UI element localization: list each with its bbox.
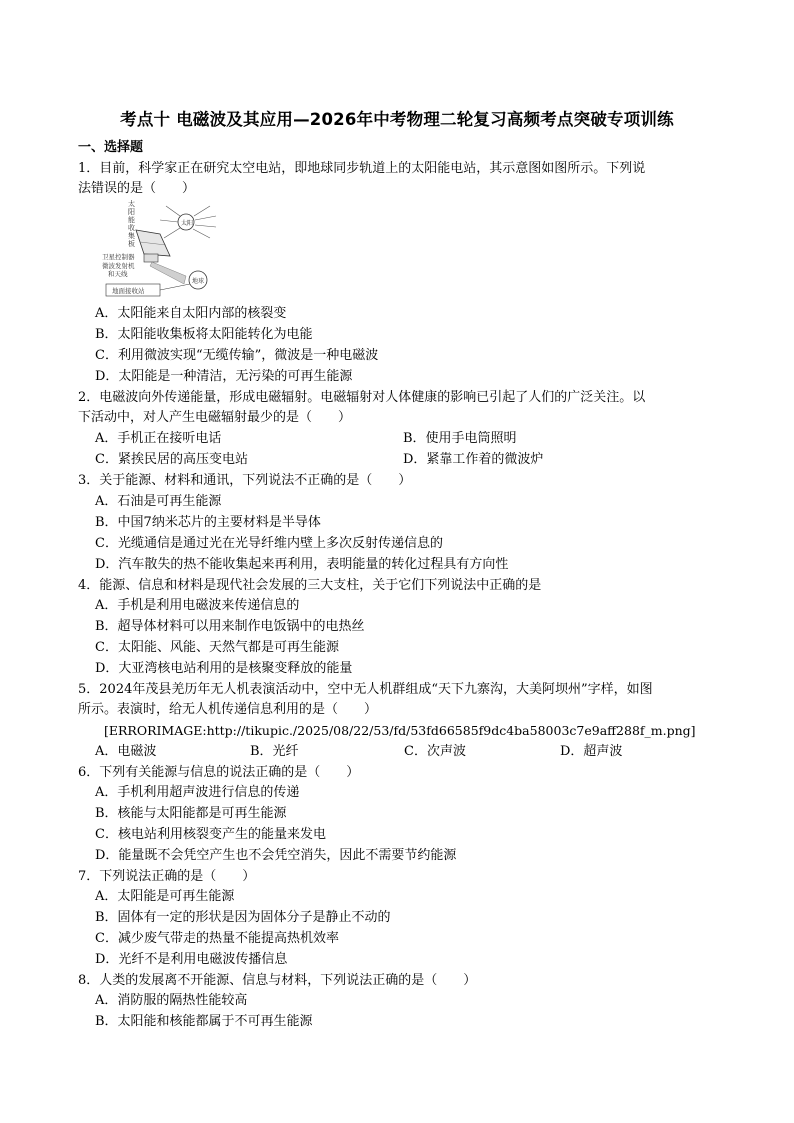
- question-3-stem: 3．关于能源、材料和通讯，下列说法不正确的是（ ）: [78, 473, 412, 488]
- question-1-stem-cont: 法错误的是（ ）: [78, 181, 196, 196]
- question-2-option-d[interactable]: D．紧靠工作着的微波炉: [403, 452, 544, 467]
- satellite-controller-icon: [144, 254, 158, 262]
- question-3-option-b[interactable]: B．中国7纳米芯片的主要材料是半导体: [95, 515, 321, 530]
- question-5-option-c[interactable]: C．次声波: [404, 744, 466, 759]
- question-2-option-a[interactable]: A．手机正在接听电话: [95, 431, 222, 446]
- question-5-option-d[interactable]: D．超声波: [560, 744, 623, 759]
- figure-label-collector-2: 阳: [128, 208, 135, 216]
- question-2-option-c[interactable]: C．紧挨民居的高压变电站: [95, 452, 248, 467]
- question-1-option-d[interactable]: D．太阳能是一种清洁，无污染的可再生能源: [95, 369, 353, 384]
- question-7-option-a[interactable]: A．太阳能是可再生能源: [95, 889, 235, 904]
- question-5-stem-cont: 所示。表演时，给无人机传递信息利用的是（ ）: [78, 702, 378, 717]
- question-4-option-a[interactable]: A．手机是利用电磁波来传递信息的: [95, 598, 300, 613]
- figure-label-collector-1: 太: [128, 200, 135, 208]
- question-1-option-b[interactable]: B．太阳能收集板将太阳能转化为电能: [95, 327, 313, 342]
- question-8-option-b[interactable]: B．太阳能和核能都属于不可再生能源: [95, 1014, 313, 1029]
- figure-label-earth: 地球: [192, 278, 205, 285]
- question-7-option-d[interactable]: D．光纤不是利用电磁波传播信息: [95, 952, 288, 967]
- figure-label-controller: 卫星控制器: [102, 253, 135, 261]
- question-6-option-b[interactable]: B．核能与太阳能都是可再生能源: [95, 806, 287, 821]
- page-title: 考点十 电磁波及其应用—2026年中考物理二轮复习高频考点突破专项训练: [120, 110, 674, 129]
- question-2-stem: 2．电磁波向外传递能量，形成电磁辐射。电磁辐射对人体健康的影响已引起了人们的广泛关注。以: [78, 390, 646, 405]
- figure-label-collector-5: 集: [128, 232, 135, 240]
- section-heading: 一、选择题: [78, 140, 144, 155]
- figure-label-collector-6: 板: [128, 240, 135, 248]
- question-6-option-d[interactable]: D．能量既不会凭空产生也不会凭空消失，因此不需要节约能源: [95, 848, 457, 863]
- figure-label-collector-4: 收: [128, 224, 135, 232]
- question-4-option-b[interactable]: B．超导体材料可以用来制作电饭锅中的电热丝: [95, 619, 365, 634]
- question-1-option-c[interactable]: C．利用微波实现“无缆传输”，微波是一种电磁波: [95, 348, 379, 363]
- question-1-option-a[interactable]: A．太阳能来自太阳内部的核裂变: [95, 306, 287, 321]
- question-7-option-b[interactable]: B．固体有一定的形状是因为固体分子是静止不动的: [95, 910, 391, 925]
- question-4-option-c[interactable]: C．太阳能、风能、天然气都是可再生能源: [95, 640, 339, 655]
- question-2-option-b[interactable]: B．使用手电筒照明: [403, 431, 517, 446]
- question-5-option-b[interactable]: B．光纤: [250, 744, 299, 759]
- question-3-option-d[interactable]: D．汽车散失的热不能收集起来再利用，表明能量的转化过程具有方向性: [95, 557, 509, 572]
- figure-label-ground-station: 地面接收站: [112, 287, 145, 295]
- question-8-option-a[interactable]: A．消防服的隔热性能较高: [95, 993, 248, 1008]
- question-3-option-a[interactable]: A．石油是可再生能源: [95, 494, 222, 509]
- question-7-option-c[interactable]: C．减少废气带走的热量不能提高热机效率: [95, 931, 339, 946]
- space-power-station-diagram: [100, 196, 228, 300]
- figure-label-transmitter-1: 微波发射机: [102, 262, 135, 270]
- question-3-option-c[interactable]: C．光缆通信是通过光在光导纤维内壁上多次反射传递信息的: [95, 536, 443, 551]
- question-2-stem-cont: 下活动中，对人产生电磁辐射最少的是（ ）: [78, 410, 352, 425]
- question-4-option-d[interactable]: D．大亚湾核电站利用的是核聚变释放的能量: [95, 661, 353, 676]
- question-6-option-c[interactable]: C．核电站利用核裂变产生的能量来发电: [95, 827, 326, 842]
- question-6-option-a[interactable]: A．手机利用超声波进行信息的传递: [95, 785, 300, 800]
- solar-panel-icon: [136, 230, 170, 256]
- figure-label-collector-3: 能: [128, 216, 135, 224]
- question-4-stem: 4．能源、信息和材料是现代社会发展的三大支柱，关于它们下列说法中正确的是: [78, 578, 542, 593]
- question-5-option-a[interactable]: A．电磁波: [95, 744, 157, 759]
- microwave-beam-icon: [150, 262, 186, 284]
- question-6-stem: 6．下列有关能源与信息的说法正确的是（ ）: [78, 765, 360, 780]
- question-1-stem: 1．目前，科学家正在研究太空电站，即地球同步轨道上的太阳能电站，其示意图如图所示。下列说: [78, 161, 646, 176]
- question-7-stem: 7．下列说法正确的是（ ）: [78, 869, 256, 884]
- question-5-stem: 5．2024年茂县羌历年无人机表演活动中，空中无人机群组成“天下九寨沟，大美阿坝州”字样，如图: [78, 682, 653, 697]
- figure-label-sun: 太阳: [181, 220, 194, 227]
- figure-label-transmitter-2: 和天线: [108, 270, 128, 278]
- question-8-stem: 8．人类的发展离不开能源、信息与材料，下列说法正确的是（ ）: [78, 973, 477, 988]
- image-error-placeholder: [ERRORIMAGE:http://tikupic./2025/08/22/53/fd/53fd66585f9dc4ba58003c7e9aff288f_m.png]: [104, 723, 696, 738]
